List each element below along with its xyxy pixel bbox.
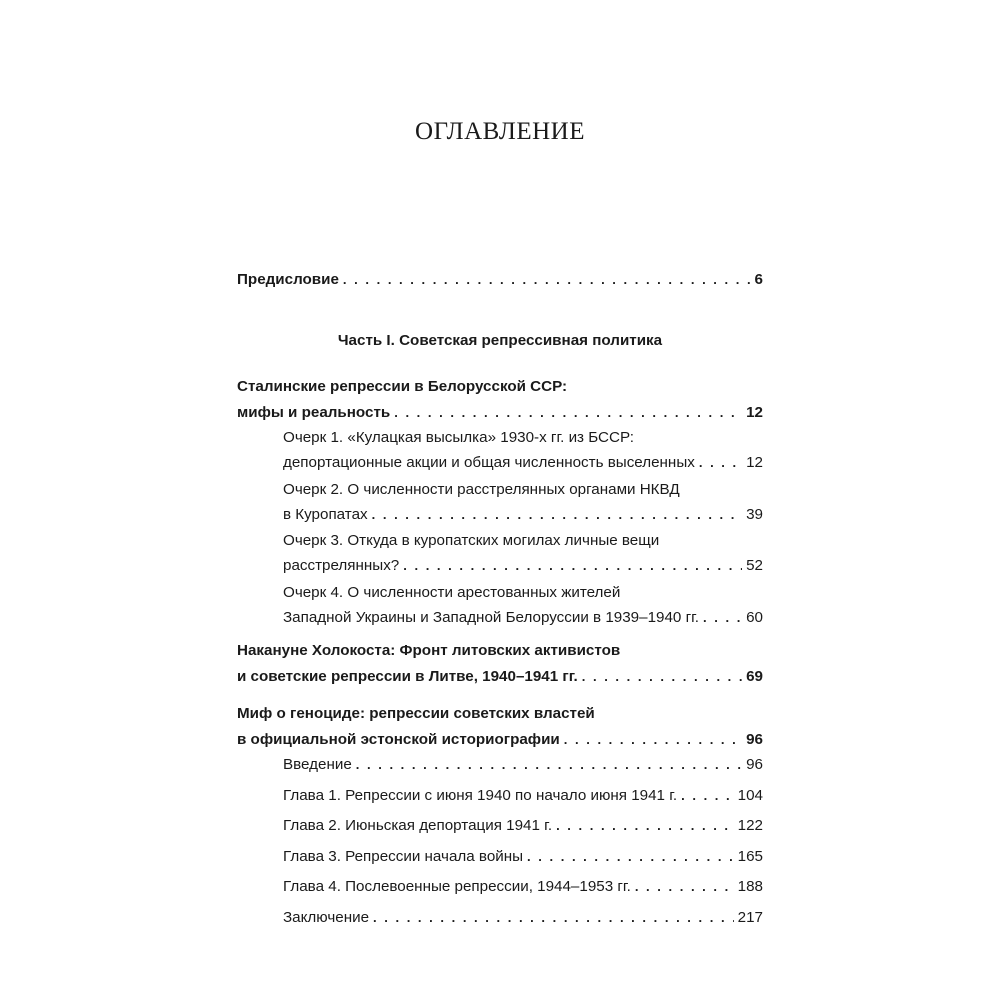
toc-entry-label: Глава 1. Репрессии с июня 1940 по начало июня 1941 г. xyxy=(283,787,678,804)
toc-page-number: 122 xyxy=(737,817,763,834)
dot-leader xyxy=(356,755,742,775)
toc-entry-chapter-1[interactable] xyxy=(237,786,763,806)
dot-leader xyxy=(703,608,742,628)
toc-entry-chapter-4[interactable] xyxy=(237,877,763,897)
dot-leader xyxy=(373,908,734,928)
toc-entry-line: Очерк 3. Откуда в куропатских могилах личные вещи xyxy=(283,532,660,549)
toc-entry-line: Очерк 2. О численности расстрелянных органами НКВД xyxy=(283,481,680,498)
toc-entry-label: депортационные акции и общая численность выселенных xyxy=(283,454,695,471)
part-heading: Часть I. Советская репрессивная политика xyxy=(337,332,663,349)
toc-page-number: 69 xyxy=(746,668,763,685)
toc-page-number: 96 xyxy=(746,756,763,773)
toc-page-number: 96 xyxy=(746,731,763,748)
dot-leader xyxy=(556,816,734,836)
toc-entry-chapter-2[interactable] xyxy=(237,816,763,836)
toc-entry-label: расстрелянных? xyxy=(283,557,400,574)
toc-entry-line: Накануне Холокоста: Фронт литовских активистов xyxy=(237,642,621,659)
toc-entry-section-2[interactable] xyxy=(237,641,763,687)
toc-entry-label: мифы и реальность xyxy=(237,404,391,421)
toc-entry-essay-1[interactable] xyxy=(237,428,763,473)
toc-entry-label: в Куропатах xyxy=(283,506,368,523)
dot-leader xyxy=(582,667,742,687)
toc-entry-line: Очерк 1. «Кулацкая высылка» 1930-х гг. из БССР: xyxy=(283,429,634,446)
toc-entry-line: Миф о геноциде: репрессии советских властей xyxy=(237,705,595,722)
toc-entry-section-3[interactable] xyxy=(237,704,763,750)
toc-entry-line: Очерк 4. О численности арестованных жителей xyxy=(283,584,621,601)
toc-entry-label: и советские репрессии в Литве, 1940–1941 гг. xyxy=(237,668,578,685)
toc-entry-introduction[interactable] xyxy=(237,755,763,775)
toc-page-number: 6 xyxy=(754,271,763,288)
toc-entry-label: в официальной эстонской историографии xyxy=(237,731,560,748)
dot-leader xyxy=(564,730,742,750)
toc-page-number: 188 xyxy=(737,878,763,895)
toc-entry-label: Западной Украины и Западной Белоруссии в 1939–1940 гг. xyxy=(283,609,700,626)
dot-leader xyxy=(527,847,734,867)
dot-leader xyxy=(699,453,742,473)
toc-page-number: 217 xyxy=(737,909,763,926)
toc-entry-label: Предисловие xyxy=(237,271,339,288)
toc-page-number: 104 xyxy=(737,787,763,804)
toc-entry-label: Заключение xyxy=(283,909,370,926)
dot-leader xyxy=(394,403,742,423)
toc-entry-label: Глава 3. Репрессии начала войны xyxy=(283,848,524,865)
dot-leader xyxy=(681,786,734,806)
toc-entry-label: Глава 4. Послевоенные репрессии, 1944–1953 гг. xyxy=(283,878,631,895)
dot-leader xyxy=(635,877,734,897)
toc-entry-essay-3[interactable] xyxy=(237,531,763,576)
toc-entry-section-1[interactable] xyxy=(237,377,763,423)
toc-entry-essay-4[interactable] xyxy=(237,583,763,628)
toc-entry-label: Глава 2. Июньская депортация 1941 г. xyxy=(283,817,553,834)
toc-page-number: 165 xyxy=(737,848,763,865)
toc-page-number: 52 xyxy=(746,557,763,574)
toc-entry-label: Введение xyxy=(283,756,352,773)
toc-entry-line: Сталинские репрессии в Белорусской ССР: xyxy=(237,378,568,395)
dot-leader xyxy=(372,505,742,525)
toc-page-number: 39 xyxy=(746,506,763,523)
toc-entry-essay-2[interactable] xyxy=(237,480,763,525)
toc-entry-conclusion[interactable] xyxy=(237,908,763,928)
dot-leader xyxy=(403,556,742,576)
page-title: ОГЛАВЛЕНИЕ xyxy=(415,118,585,145)
toc-page-number: 12 xyxy=(746,404,763,421)
toc-entry-chapter-3[interactable] xyxy=(237,847,763,867)
toc-entry-preface[interactable] xyxy=(237,270,763,290)
toc-page-number: 12 xyxy=(746,454,763,471)
dot-leader xyxy=(343,270,751,290)
toc-page-number: 60 xyxy=(746,609,763,626)
